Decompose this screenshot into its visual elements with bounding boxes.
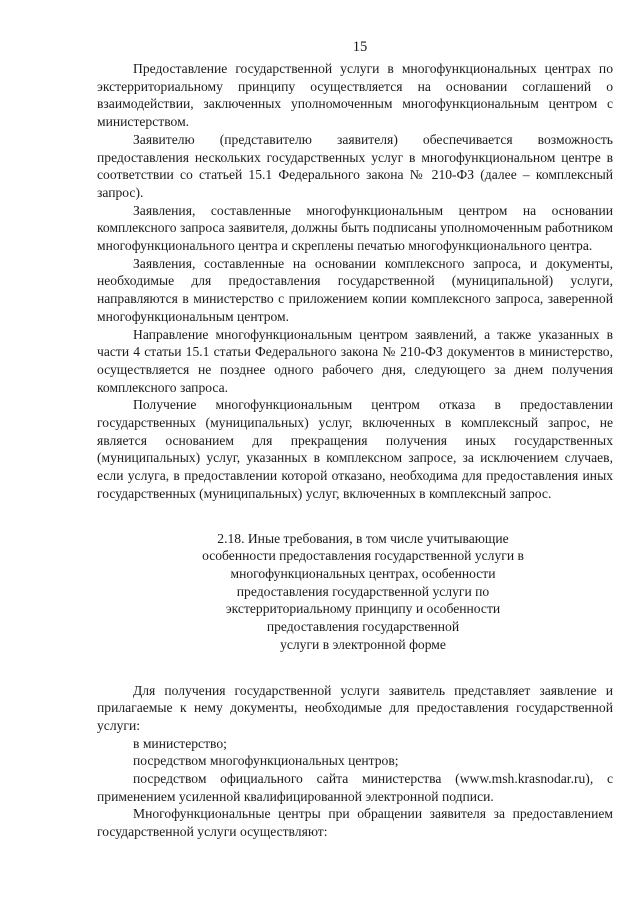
paragraph-how-to-apply: Для получения государственной услуги заявитель представляет заявление и прилагаемые к нему документы, необходимые для предоставления государственной услуги: xyxy=(97,682,613,733)
page-number: 15 xyxy=(352,39,368,55)
heading-line: предоставления государственной xyxy=(266,619,460,635)
heading-line: предоставления государственной услуги по xyxy=(236,583,490,599)
list-item-website: посредством официального сайта министерства (www.msh.krasnodar.ru), с применением усиленной квалифицированной электронной подписи. xyxy=(97,771,613,804)
list-item-mfc: посредством многофункциональных центров; xyxy=(133,753,399,769)
heading-line: экстерриториальному принципу и особенности xyxy=(225,601,501,617)
heading-line: особенности предоставления государственной услуги в xyxy=(202,548,524,564)
paragraph-refusal: Получение многофункциональным центром отказа в предоставлении государственных (муниципальных) услуг, включенных в комплексный запрос, не является основанием для прекращения получения иных государственных (муниципальных) услуг, указанных в комплексном запросе, за исключением случаев, если услуга, в предоставлении которой отказано, необходима для предоставления иных государственных (муниципальных) услуг, включенных в комплексный запрос. xyxy=(97,397,613,501)
heading-line: услуги в электронной форме xyxy=(280,636,446,652)
paragraph-applications-signed: Заявления, составленные многофункциональным центром на основании комплексного запроса заявителя, должны быть подписаны уполномоченным работником многофункционального центра и скреплены печатью многофункционального центра. xyxy=(97,202,613,254)
section-heading-2-18 xyxy=(97,530,613,654)
paragraph-mfc-extraterritorial: Предоставление государственной услуги в многофункциональных центрах по экстерриториальному принципу осуществляется на основании соглашений о взаимодействии, заключенных уполномоченным многофункциональным центром с министерством. xyxy=(97,61,613,130)
spacer xyxy=(97,654,613,682)
spacer xyxy=(97,503,613,530)
paragraph-complex-request: Заявителю (представителю заявителя) обеспечивается возможность предоставления нескольких государственных услуг в многофункциональном центре в соответствии со статьей 15.1 Федерального закона № 210-ФЗ (далее – комплексный запрос). xyxy=(97,131,613,200)
list-item-ministry: в министерство; xyxy=(133,735,227,751)
heading-line: многофункциональных центрах, особенности xyxy=(230,565,496,581)
paragraph-sending-deadline: Направление многофункциональным центром заявлений, а также указанных в части 4 статьи 15.1 статьи Федерального закона № 210-ФЗ документов в министерство, осуществляется не позднее одного рабочего дня, следующего за днем получения комплексного запроса. xyxy=(97,326,613,395)
paragraph-mfc-duties: Многофункциональные центры при обращении заявителя за предоставлением государственной услуги осуществляют: xyxy=(97,806,613,840)
heading-line: 2.18. Иные требования, в том числе учитывающие xyxy=(217,530,509,546)
paragraph-applications-sent: Заявления, составленные на основании комплексного запроса, и документы, необходимые для предоставления государственной (муниципальной) услуги, направляются в министерство с приложением копии комплексного запроса, заверенной многофункциональным центром. xyxy=(97,255,613,324)
